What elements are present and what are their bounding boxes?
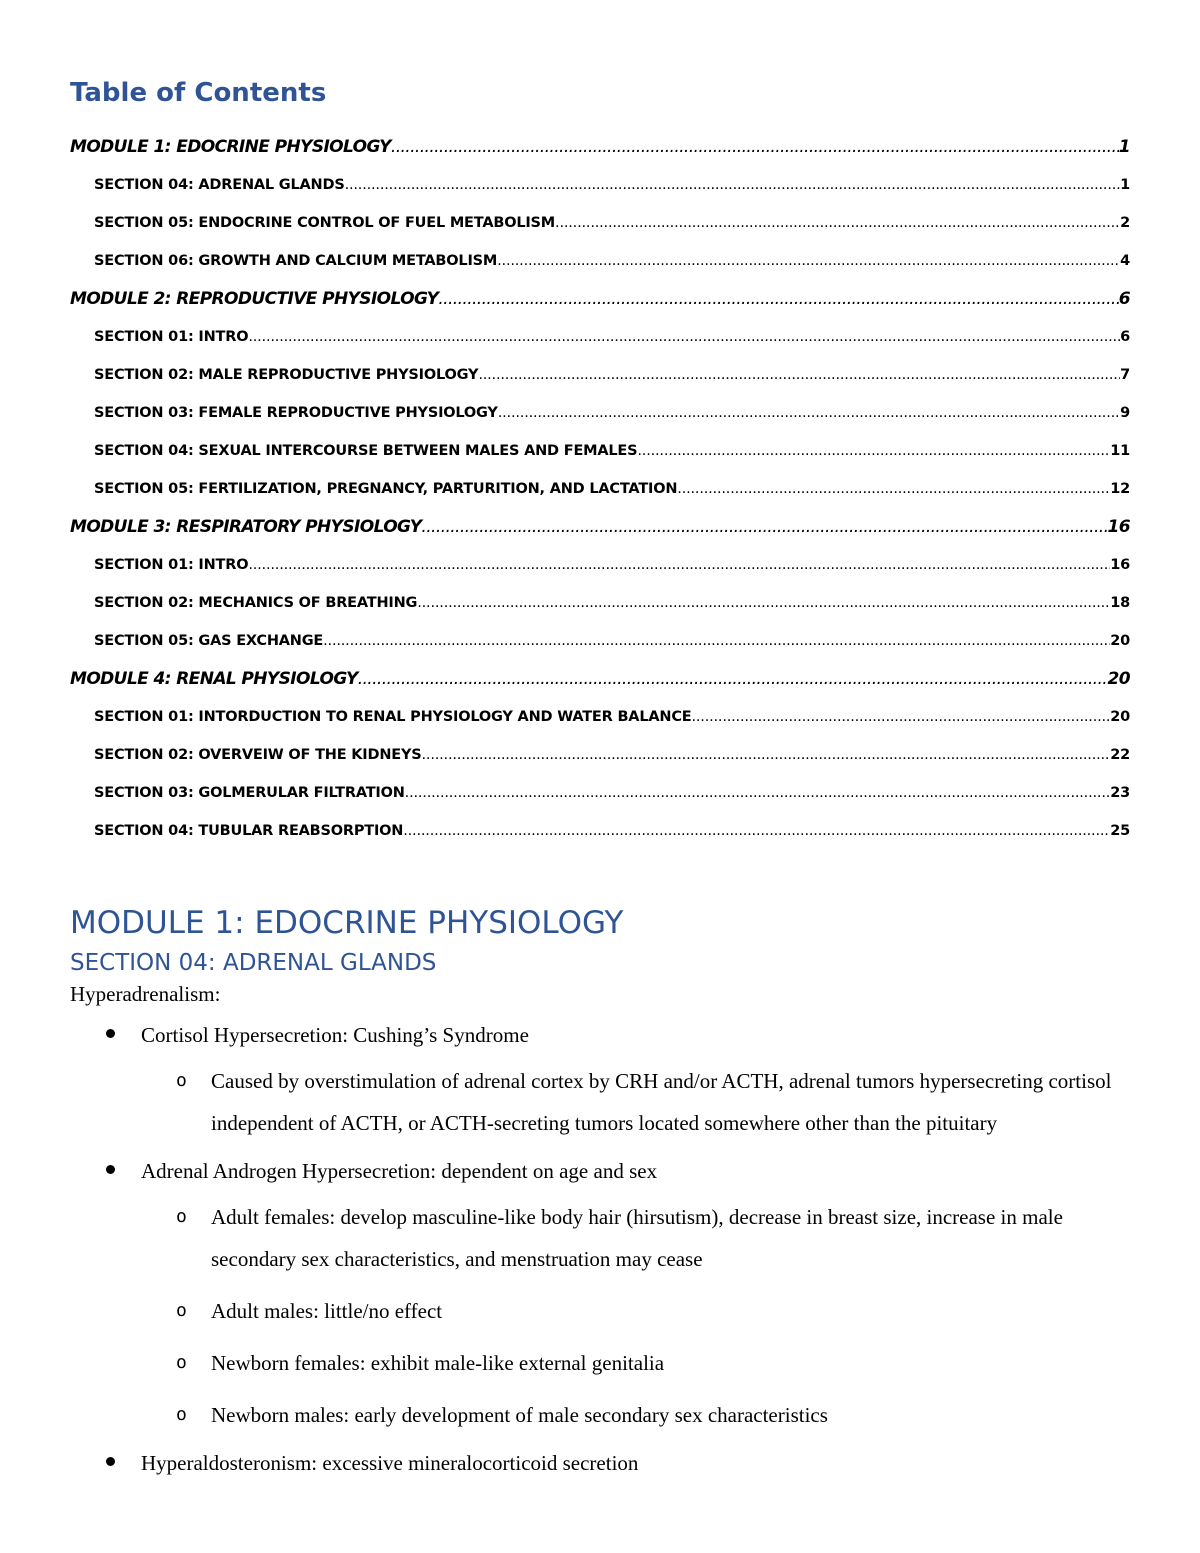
table-of-contents [70, 128, 1130, 850]
toc-leader-dots [438, 280, 1118, 318]
toc-entry-section[interactable] [70, 470, 1130, 508]
sub-bullet-item [70, 1394, 1130, 1436]
bullet-icon [106, 1457, 115, 1466]
circle-bullet-icon: o [176, 1352, 187, 1373]
toc-leader-dots [405, 774, 1111, 812]
toc-entry-page: 16 [1108, 508, 1130, 546]
sub-bullet-item [70, 1342, 1130, 1384]
toc-entry-page: 11 [1110, 432, 1130, 470]
toc-entry-label: SECTION 04: ADRENAL GLANDS [94, 166, 345, 204]
toc-leader-dots [498, 394, 1120, 432]
toc-entry-label: SECTION 03: FEMALE REPRODUCTIVE PHYSIOLOGY [94, 394, 498, 432]
toc-entry-page: 16 [1110, 546, 1130, 584]
toc-entry-module[interactable] [70, 128, 1130, 166]
toc-leader-dots [555, 204, 1120, 242]
toc-entry-section[interactable] [70, 204, 1130, 242]
toc-entry-section[interactable] [70, 736, 1130, 774]
sub-bullet-item [70, 1290, 1130, 1332]
toc-entry-page: 22 [1110, 736, 1130, 774]
toc-entry-section[interactable] [70, 166, 1130, 204]
toc-entry-section[interactable] [70, 774, 1130, 812]
bullet-text: Adrenal Androgen Hypersecretion: dependent on age and sex [141, 1159, 658, 1183]
toc-entry-section[interactable] [70, 622, 1130, 660]
toc-entry-page: 7 [1120, 356, 1130, 394]
toc-leader-dots [391, 128, 1119, 166]
sub-bullet-item [70, 1196, 1130, 1280]
bullet-item [70, 1020, 1130, 1050]
intro-text: Hyperadrenalism: [70, 982, 221, 1006]
toc-entry-label: MODULE 3: RESPIRATORY PHYSIOLOGY [70, 508, 421, 546]
toc-leader-dots [417, 584, 1110, 622]
toc-entry-label: MODULE 2: REPRODUCTIVE PHYSIOLOGY [70, 280, 438, 318]
toc-entry-page: 12 [1110, 470, 1130, 508]
toc-entry-section[interactable] [70, 356, 1130, 394]
bullet-text: Cortisol Hypersecretion: Cushing’s Syndrome [141, 1023, 529, 1047]
toc-entry-page: 6 [1120, 318, 1130, 356]
toc-heading: Table of Contents [70, 78, 327, 108]
toc-entry-label: SECTION 01: INTRO [94, 546, 248, 584]
toc-leader-dots [248, 546, 1110, 584]
toc-entry-page: 6 [1119, 280, 1130, 318]
toc-entry-module[interactable] [70, 280, 1130, 318]
toc-entry-page: 20 [1110, 698, 1130, 736]
toc-entry-label: SECTION 02: MALE REPRODUCTIVE PHYSIOLOGY [94, 356, 478, 394]
toc-entry-page: 20 [1108, 660, 1130, 698]
toc-entry-label: SECTION 04: SEXUAL INTERCOURSE BETWEEN MALES AND FEMALES [94, 432, 637, 470]
toc-leader-dots [478, 356, 1120, 394]
toc-entry-label: SECTION 02: MECHANICS OF BREATHING [94, 584, 417, 622]
bullet-item [70, 1448, 1130, 1478]
toc-leader-dots [358, 660, 1108, 698]
toc-entry-label: MODULE 4: RENAL PHYSIOLOGY [70, 660, 358, 698]
toc-entry-section[interactable] [70, 698, 1130, 736]
sub-bullet-text: Caused by overstimulation of adrenal cortex by CRH and/or ACTH, adrenal tumors hypersecreting cortisol independent of ACTH, or ACTH-secreting tumors located somewhere other than the pituitary [211, 1069, 1112, 1135]
toc-leader-dots [248, 318, 1120, 356]
toc-entry-section[interactable] [70, 394, 1130, 432]
toc-entry-page: 25 [1110, 812, 1130, 850]
circle-bullet-icon: o [176, 1404, 187, 1425]
toc-entry-label: SECTION 01: INTORDUCTION TO RENAL PHYSIOLOGY AND WATER BALANCE [94, 698, 691, 736]
toc-leader-dots [323, 622, 1110, 660]
toc-entry-page: 9 [1120, 394, 1130, 432]
sub-bullet-text: Newborn males: early development of male secondary sex characteristics [211, 1403, 828, 1427]
sub-bullet-text: Adult females: develop masculine-like body hair (hirsutism), decrease in breast size, increase in male secondary sex characteristics, and menstruation may cease [211, 1205, 1063, 1271]
toc-entry-page: 2 [1120, 204, 1130, 242]
toc-entry-module[interactable] [70, 660, 1130, 698]
toc-entry-section[interactable] [70, 546, 1130, 584]
bullet-item [70, 1156, 1130, 1186]
toc-entry-label: SECTION 05: FERTILIZATION, PREGNANCY, PARTURITION, AND LACTATION [94, 470, 677, 508]
toc-entry-section[interactable] [70, 584, 1130, 622]
bullet-text: Hyperaldosteronism: excessive mineralocorticoid secretion [141, 1451, 639, 1475]
sub-bullet-text: Adult males: little/no effect [211, 1299, 443, 1323]
toc-leader-dots [691, 698, 1110, 736]
circle-bullet-icon: o [176, 1206, 187, 1227]
toc-leader-dots [497, 242, 1120, 280]
toc-entry-label: SECTION 05: GAS EXCHANGE [94, 622, 323, 660]
toc-entry-label: SECTION 05: ENDOCRINE CONTROL OF FUEL METABOLISM [94, 204, 555, 242]
toc-entry-page: 18 [1110, 584, 1130, 622]
toc-entry-label: SECTION 06: GROWTH AND CALCIUM METABOLISM [94, 242, 497, 280]
toc-entry-label: SECTION 02: OVERVEIW OF THE KIDNEYS [94, 736, 422, 774]
toc-entry-section[interactable] [70, 432, 1130, 470]
document-body [70, 900, 1130, 1478]
sub-bullet-text: Newborn females: exhibit male-like external genitalia [211, 1351, 665, 1375]
toc-entry-section[interactable] [70, 812, 1130, 850]
sub-bullet-item [70, 1060, 1130, 1144]
module-heading: MODULE 1: EDOCRINE PHYSIOLOGY [70, 905, 624, 941]
toc-entry-page: 20 [1110, 622, 1130, 660]
toc-entry-label: SECTION 01: INTRO [94, 318, 248, 356]
toc-leader-dots [637, 432, 1110, 470]
toc-leader-dots [421, 508, 1107, 546]
toc-entry-label: SECTION 03: GOLMERULAR FILTRATION [94, 774, 405, 812]
toc-leader-dots [677, 470, 1110, 508]
circle-bullet-icon: o [176, 1300, 187, 1321]
toc-entry-page: 23 [1110, 774, 1130, 812]
toc-entry-page: 4 [1120, 242, 1130, 280]
section-heading: SECTION 04: ADRENAL GLANDS [70, 950, 437, 976]
toc-leader-dots [422, 736, 1111, 774]
toc-entry-label: SECTION 04: TUBULAR REABSORPTION [94, 812, 403, 850]
bullet-icon [106, 1029, 115, 1038]
toc-entry-label: MODULE 1: EDOCRINE PHYSIOLOGY [70, 128, 391, 166]
toc-entry-module[interactable] [70, 508, 1130, 546]
circle-bullet-icon: o [176, 1070, 187, 1091]
toc-leader-dots [345, 166, 1121, 204]
toc-entry-page: 1 [1120, 166, 1130, 204]
toc-entry-page: 1 [1119, 128, 1130, 166]
toc-entry-section[interactable] [70, 318, 1130, 356]
toc-entry-section[interactable] [70, 242, 1130, 280]
toc-leader-dots [403, 812, 1110, 850]
bullet-icon [106, 1165, 115, 1174]
